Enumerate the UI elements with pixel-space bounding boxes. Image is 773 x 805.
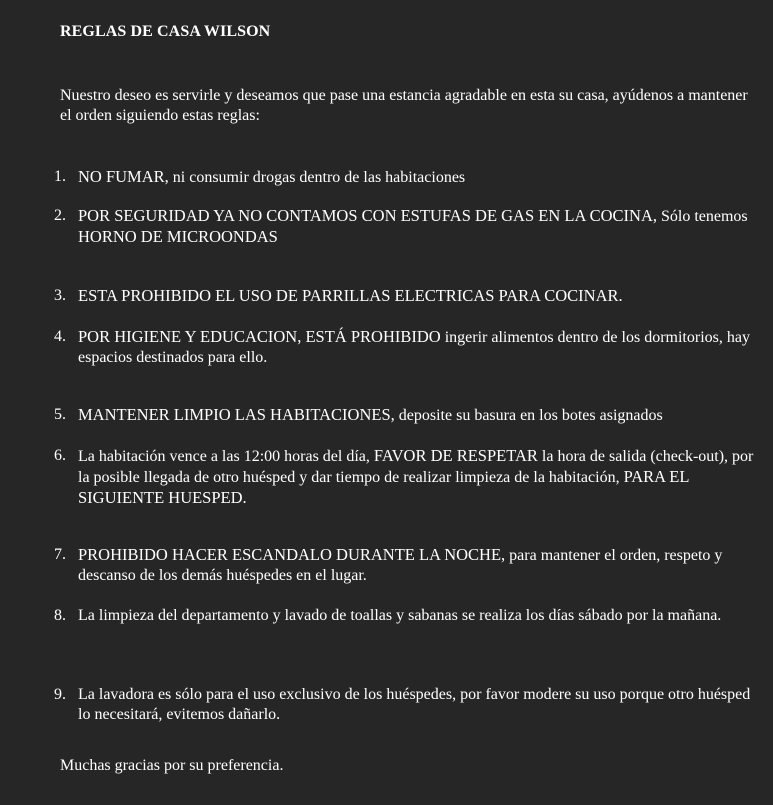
rule-item-4 [54,327,754,368]
rule-detail: Sólo tenemos [656,208,748,225]
rule-number: 2. [54,207,66,224]
rule-text [78,685,754,725]
rule-detail: deposite su basura en los botes asignados [394,407,663,424]
rule-number: 6. [54,447,66,464]
rule-item-1 [54,167,754,188]
rule-item-6 [54,446,754,509]
rule-item-3 [54,286,754,307]
rule-emphasis: NO FUMAR, [78,167,169,186]
rule-item-8 [54,606,754,626]
rule-number: 9. [54,686,66,703]
rule-emphasis: POR SEGURIDAD YA NO CONTAMOS CON ESTUFAS DE GAS EN LA COCINA, [78,206,657,225]
rule-emphasis: POR HIGIENE Y EDUCACION, ESTÁ PROHIBIDO [78,327,441,346]
rule-text [78,446,754,509]
rule-emphasis-3: PARA EL SIGUIENTE HUESPED. [78,467,689,507]
rule-number: 7. [54,546,66,563]
rule-emphasis-2: FAVOR DE RESPETAR [373,446,538,465]
rule-number: 4. [54,328,66,345]
rule-detail: ni consumir drogas dentro de las habitaciones [168,169,466,186]
rule-number: 1. [54,168,66,185]
rule-number: 3. [54,287,66,304]
rule-emphasis: PROHIBIDO HACER ESCANDALO DURANTE LA NOCHE, [78,545,506,564]
rule-text [78,327,754,368]
rule-detail: para mantener el orden, respeto y descanso de los demás huéspedes en el lugar. [78,547,723,584]
rule-emphasis: MANTENER LIMPIO LAS HABITACIONES, [78,405,395,424]
document-title: REGLAS DE CASA WILSON [60,23,271,40]
rule-item-2 [54,206,754,248]
rule-detail: La habitación vence a las 12:00 horas del día, [78,448,374,465]
rule-detail: La limpieza del departamento y lavado de toallas y sabanas se realiza los días sábado por la mañana. [78,607,722,624]
rule-item-5 [54,405,754,426]
rule-detail-2: la hora de salida (check-out), por la posible llegada de otro huésped y dar tiempo de realizar limpieza de la habitación, [78,448,754,486]
rule-item-7 [54,545,754,586]
rule-text [78,167,754,188]
rule-detail: ingerir alimentos dentro de los dormitorios, hay espacios destinados para ello. [78,329,750,366]
intro-paragraph: Nuestro deseo es servirle y deseamos que pase una estancia agradable en esta su casa, ayúdenos a mantener el orden siguiendo estas reglas: [60,87,748,124]
rule-number: 5. [54,406,66,423]
rule-emphasis: ESTA PROHIBIDO EL USO DE PARRILLAS ELECTRICAS PARA COCINAR. [78,286,623,305]
rule-number: 8. [54,607,66,624]
rule-item-9 [54,685,754,725]
rule-text [78,545,754,586]
rule-text [78,286,754,307]
rule-text [78,405,754,426]
rule-text [78,206,754,248]
rule-detail: La lavadora es sólo para el uso exclusivo de los huéspedes, por favor modere su uso porque otro huésped lo necesitará, evitemos dañarlo. [78,686,751,723]
rule-emphasis-2: HORNO DE MICROONDAS [78,227,278,246]
rule-text [78,606,754,626]
closing-note: Muchas gracias por su preferencia. [60,757,284,774]
